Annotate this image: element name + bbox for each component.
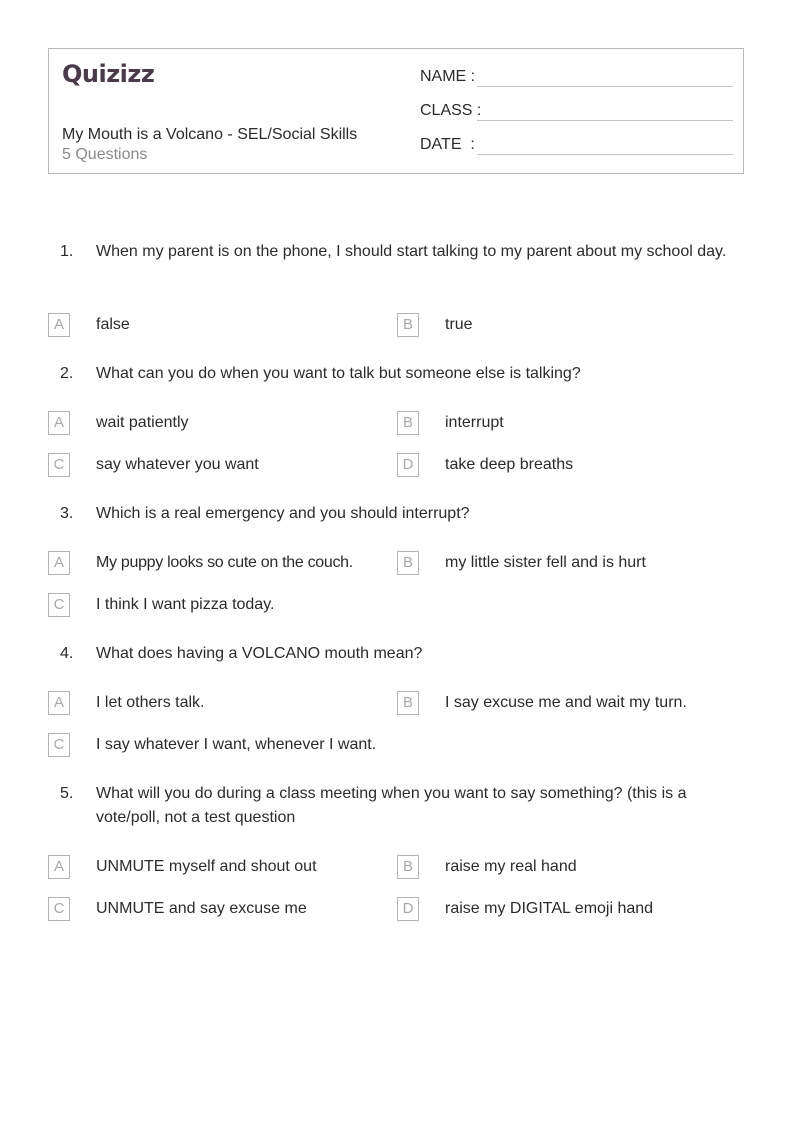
quizizz-logo: Quizizz: [62, 60, 155, 88]
date-field[interactable]: [420, 134, 733, 158]
option-letter-box[interactable]: D: [397, 897, 419, 921]
option-letter-box[interactable]: A: [48, 313, 70, 337]
option-letter-box[interactable]: C: [48, 897, 70, 921]
option-letter-box[interactable]: B: [397, 411, 419, 435]
option-letter-box[interactable]: B: [397, 691, 419, 715]
option-text: raise my DIGITAL emoji hand: [445, 900, 654, 917]
date-label: DATE :: [420, 136, 475, 153]
option-text: I let others talk.: [96, 694, 205, 711]
option-text: take deep breaths: [445, 456, 574, 473]
option-text: wait patiently: [96, 414, 189, 431]
option-letter-box[interactable]: A: [48, 691, 70, 715]
option-letter-box[interactable]: D: [397, 453, 419, 477]
option-letter-box[interactable]: A: [48, 411, 70, 435]
date-line: [477, 154, 733, 155]
question-text: What can you do when you want to talk but someone else is talking?: [96, 365, 581, 382]
option-letter-box[interactable]: B: [397, 551, 419, 575]
question-text: When my parent is on the phone, I should start talking to my parent about my school day.: [96, 243, 727, 260]
question-number: 4.: [60, 645, 74, 662]
option-text: I think I want pizza today.: [96, 596, 275, 613]
option-letter-box[interactable]: B: [397, 855, 419, 879]
quiz-title: My Mouth is a Volcano - SEL/Social Skills: [62, 126, 358, 143]
question-text: What does having a VOLCANO mouth mean?: [96, 645, 423, 662]
option-text: interrupt: [445, 414, 504, 431]
option-text: false: [96, 316, 130, 333]
question-number: 1.: [60, 243, 74, 260]
option-letter-box[interactable]: A: [48, 855, 70, 879]
option-text: UNMUTE and say excuse me: [96, 900, 307, 917]
option-text: my little sister fell and is hurt: [445, 554, 646, 571]
option-text: My puppy looks so cute on the couch.: [96, 554, 353, 571]
question-number: 2.: [60, 365, 74, 382]
option-text: I say excuse me and wait my turn.: [445, 694, 687, 711]
option-text: true: [445, 316, 473, 333]
name-label: NAME :: [420, 68, 476, 85]
option-letter-box[interactable]: B: [397, 313, 419, 337]
class-label: CLASS :: [420, 102, 482, 119]
question-number: 5.: [60, 785, 74, 802]
question-text: Which is a real emergency and you should interrupt?: [96, 505, 470, 522]
option-text: say whatever you want: [96, 456, 259, 473]
option-letter-box[interactable]: C: [48, 733, 70, 757]
class-line: [477, 120, 733, 121]
option-letter-box[interactable]: C: [48, 593, 70, 617]
name-line: [477, 86, 733, 87]
option-letter-box[interactable]: A: [48, 551, 70, 575]
option-letter-box[interactable]: C: [48, 453, 70, 477]
name-field[interactable]: [420, 66, 733, 90]
question-text: What will you do during a class meeting when you want to say something? (this is a vote/poll, not a test question: [96, 785, 687, 826]
option-text: raise my real hand: [445, 858, 577, 875]
question-number: 3.: [60, 505, 74, 522]
worksheet-header: [48, 48, 744, 174]
question-count: 5 Questions: [62, 146, 148, 163]
option-text: UNMUTE myself and shout out: [96, 858, 317, 875]
option-text: I say whatever I want, whenever I want.: [96, 736, 377, 753]
class-field[interactable]: [420, 100, 733, 124]
